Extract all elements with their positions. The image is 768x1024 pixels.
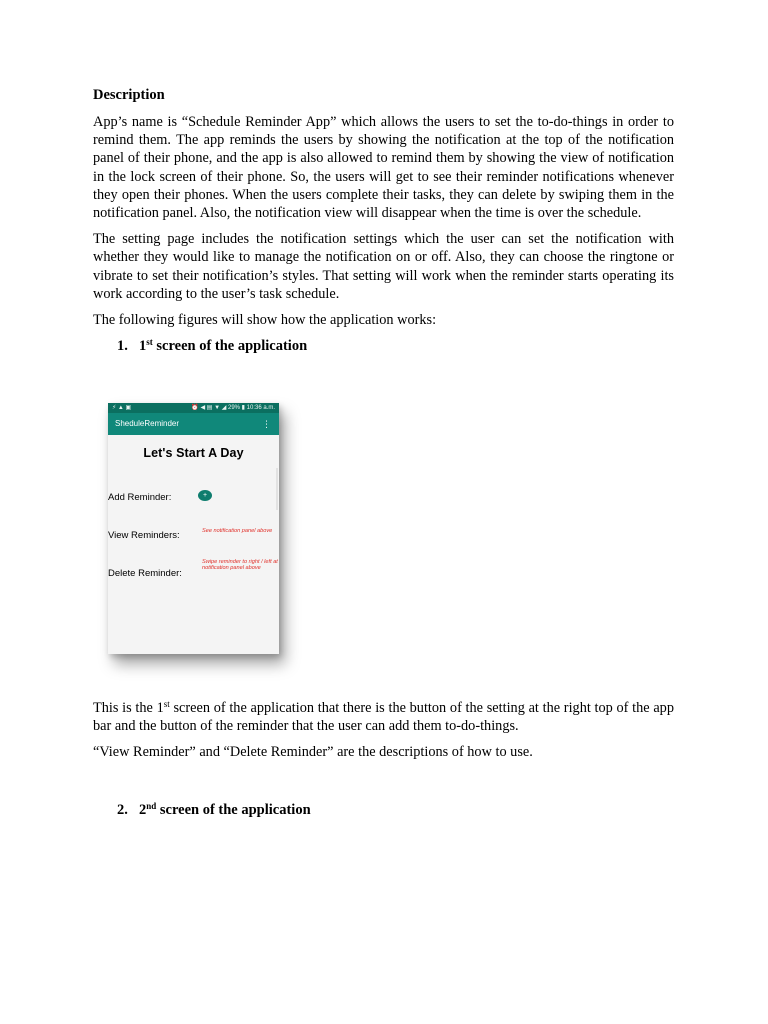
- document-page: [93, 86, 674, 355]
- phone-status-bar: [108, 403, 279, 413]
- list-number: 1.: [117, 338, 128, 355]
- paragraph-app-description: App’s name is “Schedule Reminder App” which allows the users to set the to-do-things in order to remind them. The app reminds the users by showing the notification at the top of the notification panel of their phone, and the app is also allowed to remind them by showing the view of notification in the lock screen of their phone. So, the users will get to see their reminder notifications whenever they open their phones. When the users complete their tasks, they can delete by swiping them in the notification panel. Also, the notification view will disappear when the time is over the schedule.: [93, 114, 674, 222]
- status-icons-left: ⚡ ▲ ▣: [112, 405, 132, 411]
- delete-reminder-hint: Swipe reminder to right / left at notification panel above: [202, 559, 278, 571]
- list-number: 2.: [117, 802, 128, 818]
- document-page-section-2: [93, 801, 674, 819]
- list-text: 1st screen of the application: [139, 337, 308, 355]
- screen-title: Let's Start A Day: [143, 446, 244, 460]
- scrollbar[interactable]: [276, 468, 278, 510]
- view-reminders-hint: See notification panel above: [202, 528, 273, 534]
- add-reminder-button[interactable]: +: [198, 490, 212, 501]
- app-screen: [108, 435, 279, 654]
- delete-reminder-label: Delete Reminder:: [108, 568, 182, 579]
- add-reminder-label: Add Reminder:: [108, 492, 172, 503]
- paragraph-figures-intro: The following figures will show how the application works:: [93, 312, 437, 329]
- list-item-second-screen: [93, 801, 674, 819]
- paragraph-first-screen-explanation: This is the 1st screen of the application that there is the button of the setting at the right top of the app bar and the button of the reminder that the user can add them to-do-things.: [93, 699, 674, 735]
- paragraph-settings-description: The setting page includes the notification settings which the user can set the notification with whether they would like to manage the notification on or off. Also, they can choose the ringtone or vibrate to set their notification’s styles. That setting will work when the reminder starts operating its work according to the user’s task schedule.: [93, 231, 674, 302]
- app-bar: [108, 413, 279, 435]
- document-page-lower: [93, 699, 674, 770]
- paragraph-usage-description: “View Reminder” and “Delete Reminder” are the descriptions of how to use.: [93, 744, 533, 761]
- list-item-first-screen: [93, 337, 674, 355]
- view-reminders-label: View Reminders:: [108, 530, 180, 541]
- status-icons-right: ⏰ ◀ ▤ ▼ ◢ 29% ▮ 10:36 a.m.: [191, 405, 275, 411]
- app-bar-title: SheduleReminder: [115, 419, 180, 428]
- overflow-menu-icon[interactable]: ⋮: [262, 419, 271, 429]
- list-text: 2nd screen of the application: [139, 801, 311, 818]
- description-heading: Description: [93, 87, 165, 103]
- app-screenshot-figure: [108, 403, 279, 654]
